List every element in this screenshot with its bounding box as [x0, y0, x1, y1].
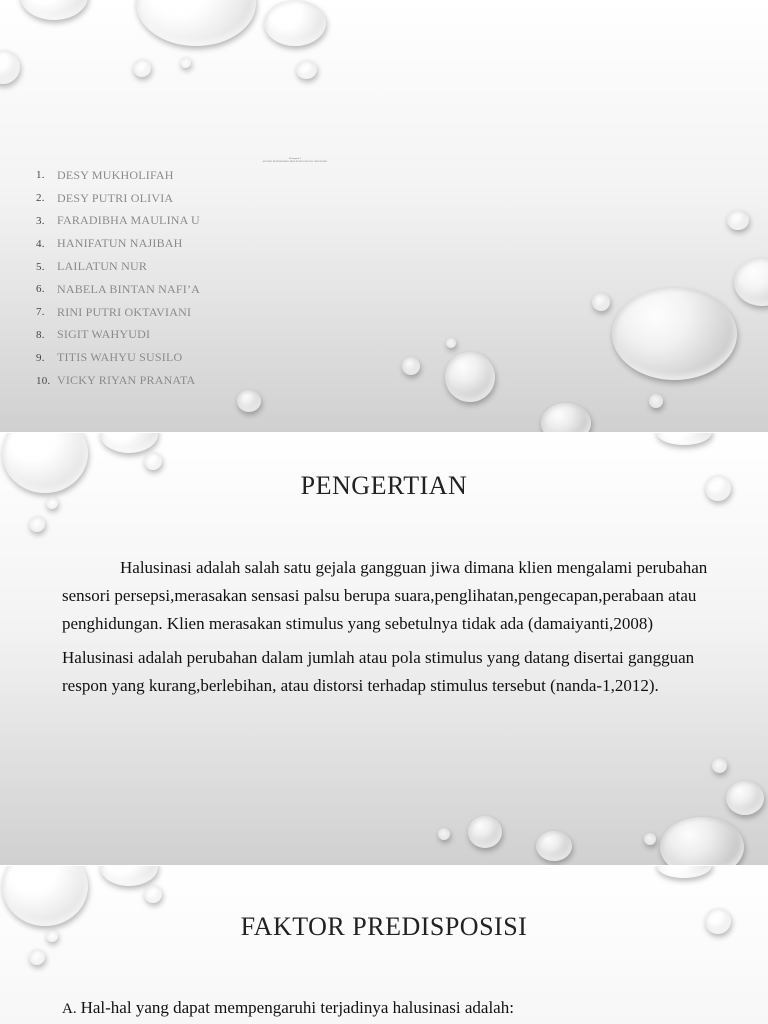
water-drop — [727, 210, 749, 230]
slide-title: FAKTOR PREDISPOSISI — [240, 912, 528, 941]
water-drop — [20, 0, 88, 20]
list-item — [36, 278, 200, 301]
water-drop — [29, 949, 45, 965]
tiny-title-line: ASUHAN KEPERAWATAN PADA KLIEN DENGAN HALUSINASI — [262, 161, 328, 163]
slide-pengertian — [0, 433, 768, 865]
water-drop — [0, 50, 20, 84]
water-drop — [133, 59, 151, 77]
water-drop — [726, 781, 764, 815]
list-number: 1. — [36, 169, 45, 182]
list-number: 10. — [36, 374, 51, 387]
member-name: HANIFATUN NAJIBAH — [57, 236, 183, 251]
slide-members — [0, 0, 768, 432]
water-drop — [656, 866, 712, 878]
water-drop — [296, 60, 317, 79]
water-drop — [468, 816, 502, 848]
list-item — [36, 301, 200, 324]
water-drop — [237, 390, 261, 412]
member-name: VICKY RIYAN PRANATA — [57, 373, 196, 388]
water-drop — [136, 0, 256, 46]
water-drop — [712, 758, 727, 773]
list-number: 5. — [36, 260, 45, 273]
slide-faktor-predisposisi — [0, 866, 768, 1024]
list-item — [36, 164, 200, 187]
member-name: DESY MUKHOLIFAH — [57, 167, 174, 182]
list-item — [36, 346, 200, 369]
water-drop — [734, 258, 768, 306]
list-item — [36, 255, 200, 278]
water-drop — [264, 0, 326, 46]
list-number: 3. — [36, 214, 45, 227]
water-drop — [592, 293, 610, 311]
slide-title-tiny — [250, 158, 340, 164]
water-drop — [144, 452, 162, 470]
water-drop — [100, 866, 158, 886]
water-drop — [402, 357, 420, 375]
member-name: NABELA BINTAN NAFI’A — [57, 281, 201, 296]
point-item — [62, 998, 514, 1018]
water-drop — [100, 433, 158, 453]
list-number: 8. — [36, 328, 45, 341]
member-list — [36, 164, 200, 392]
list-item — [36, 187, 200, 210]
slide-title: PENGERTIAN — [300, 471, 468, 500]
water-drop — [438, 828, 450, 840]
definition-text — [62, 554, 712, 700]
water-drop — [644, 833, 656, 845]
water-drop — [144, 885, 162, 903]
member-name: SIGIT WAHYUDI — [57, 327, 151, 342]
list-item — [36, 232, 200, 255]
water-drop — [660, 817, 744, 865]
water-drop — [445, 352, 495, 402]
member-name: RINI PUTRI OKTAVIANI — [57, 304, 192, 319]
water-drop — [180, 57, 191, 68]
point-label: A. — [62, 1001, 77, 1017]
list-number: 6. — [36, 283, 45, 296]
list-item — [36, 210, 200, 233]
member-name: LAILATUN NUR — [57, 259, 148, 274]
water-drop — [656, 433, 712, 445]
water-drop — [536, 831, 572, 861]
paragraph: Halusinasi adalah salah satu gejala gangguan jiwa dimana klien mengalami perubahan sensori persepsi,merasakan sensasi palsu berupa suara,penglihatan,pengecapan,perabaan atau penghidungan. Klien merasakan stimulus yang sebetulnya tidak ada (damaiyanti,2008) — [62, 558, 708, 633]
point-text: Hal-hal yang dapat mempengaruhi terjadinya halusinasi adalah: — [80, 998, 514, 1017]
water-drop — [612, 288, 737, 380]
water-drop — [446, 338, 456, 348]
paragraph: Halusinasi adalah perubahan dalam jumlah atau pola stimulus yang datang disertai gangguan respon yang kurang,berlebihan, atau distorsi terhadap stimulus tersebut (nanda-1,2012). — [62, 648, 695, 695]
list-item — [36, 324, 200, 347]
water-drop — [29, 516, 45, 532]
member-name: FARADIBHA MAULINA U — [57, 213, 200, 228]
tiny-title-line: Kelompok 2 — [289, 158, 301, 160]
list-number: 7. — [36, 306, 45, 319]
list-number: 2. — [36, 192, 45, 205]
water-drop — [541, 403, 591, 432]
list-item — [36, 369, 200, 392]
list-number: 4. — [36, 237, 45, 250]
list-number: 9. — [36, 351, 45, 364]
member-name: TITIS WAHYU SUSILO — [57, 350, 183, 365]
water-drop — [649, 394, 663, 408]
member-name: DESY PUTRI OLIVIA — [57, 190, 174, 205]
